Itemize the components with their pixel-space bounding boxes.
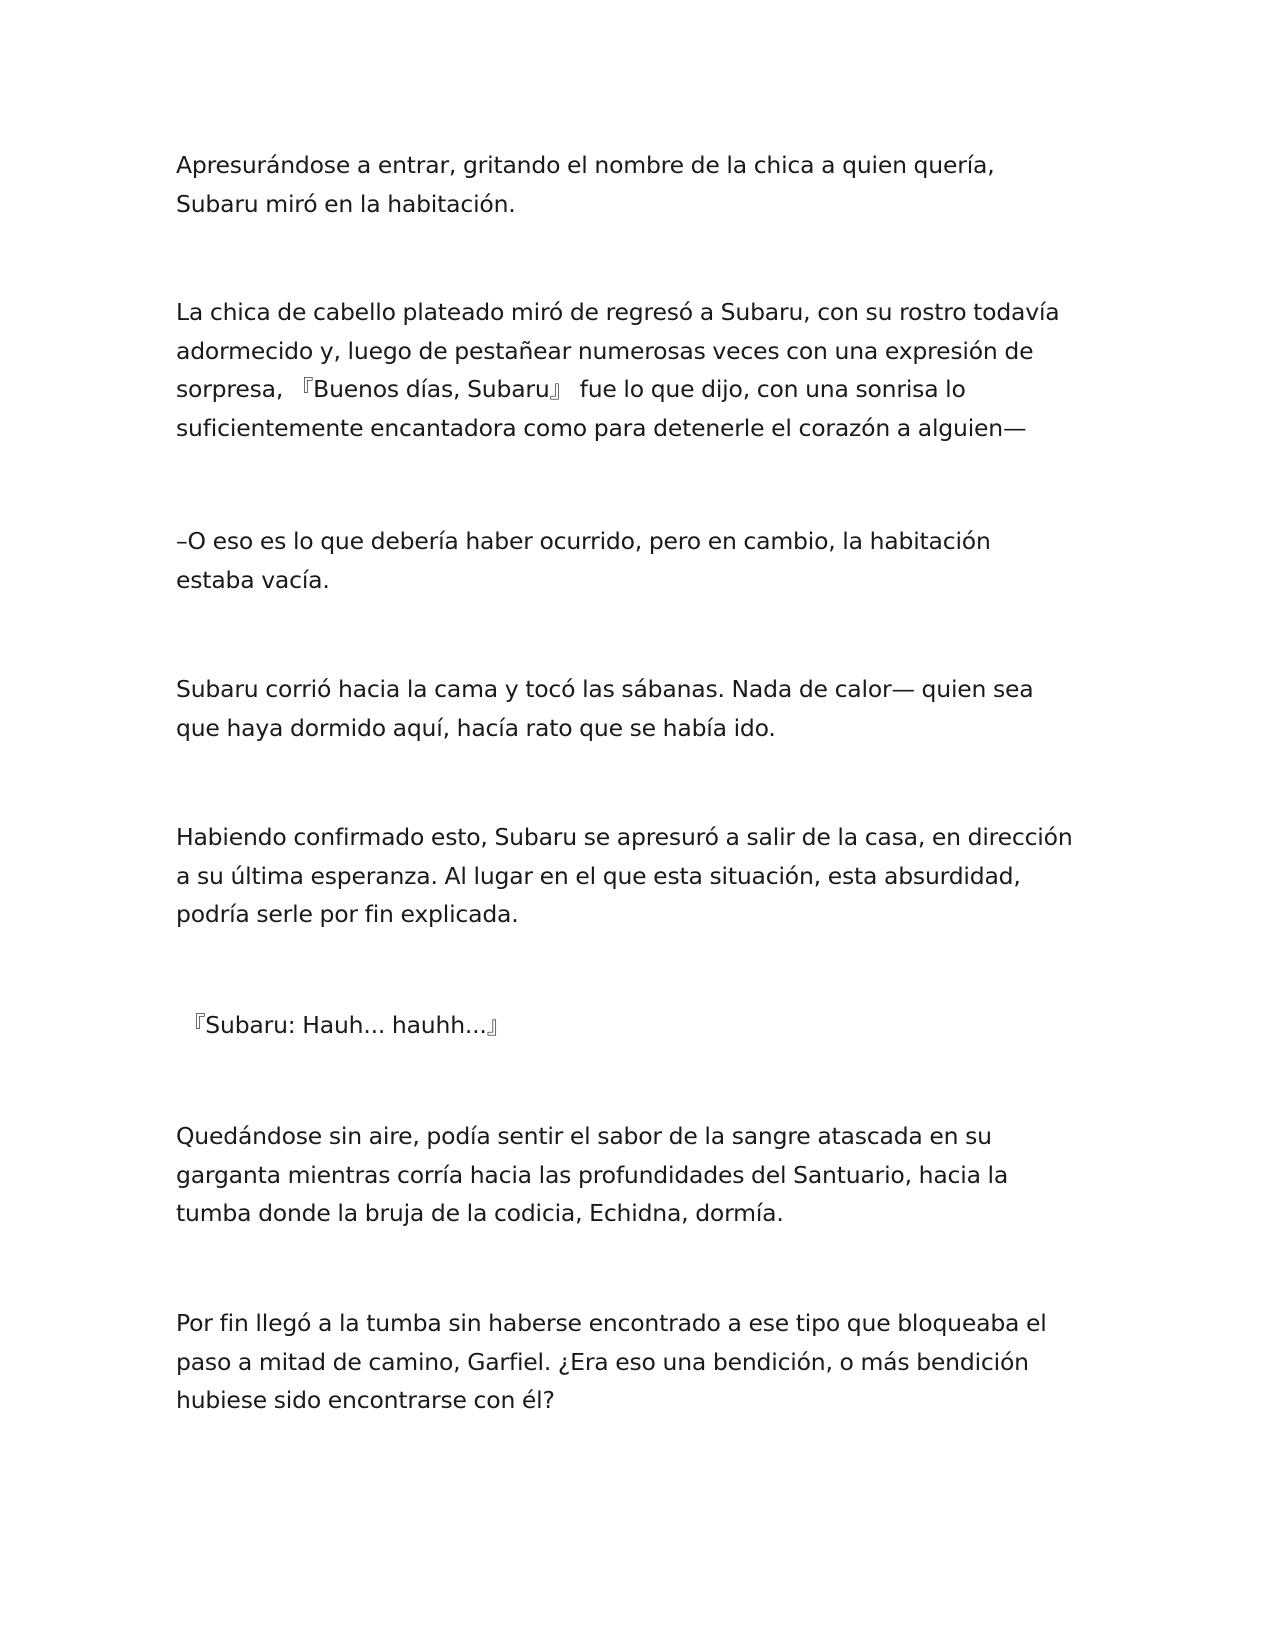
paragraph-4 (176, 670, 1106, 747)
paragraph-line: Subaru miró en la habitación. (176, 189, 516, 218)
paragraph-line: paso a mitad de camino, Garfiel. ¿Era eso una bendición, o más bendición (176, 1347, 1029, 1376)
paragraph-line: a su última esperanza. Al lugar en el que esta situación, esta absurdidad, (176, 861, 1021, 890)
paragraph-line: podría serle por fin explicada. (176, 900, 519, 928)
paragraph-5 (176, 818, 1106, 934)
paragraph-line: garganta mientras corría hacia las profundidades del Santuario, hacia la (176, 1160, 1009, 1189)
paragraph-7 (176, 1117, 1106, 1233)
paragraph-line: 『Subaru: Hauh... hauhh...』 (182, 1011, 510, 1039)
paragraph-line: La chica de cabello plateado miró de regresó a Subaru, con su rostro todavía (176, 298, 1060, 326)
paragraph-line: que haya dormido aquí, hacía rato que se había ido. (176, 713, 776, 742)
paragraph-8 (176, 1304, 1106, 1420)
paragraph-line: tumba donde la bruja de la codicia, Echidna, dormía. (176, 1199, 784, 1227)
paragraph-line: suficientemente encantadora como para detenerle el corazón a alguien— (176, 413, 1027, 442)
paragraph-line: hubiese sido encontrarse con él? (176, 1386, 555, 1414)
paragraph-line: Subaru corrió hacia la cama y tocó las sábanas. Nada de calor— quien sea (176, 675, 1034, 703)
paragraph-line: adormecido y, luego de pestañear numerosas veces con una expresión de (176, 336, 1034, 365)
dialogue-line (182, 1006, 1112, 1045)
paragraph-line: sorpresa, 『Buenos días, Subaru』 fue lo que dijo, con una sonrisa lo (176, 375, 966, 403)
paragraph-line: Habiendo confirmado esto, Subaru se apresuró a salir de la casa, en dirección (176, 823, 1073, 851)
paragraph-line: estaba vacía. (176, 565, 330, 594)
paragraph-1 (176, 146, 1106, 223)
paragraph-line: –O eso es lo que debería haber ocurrido, pero en cambio, la habitación (176, 527, 991, 555)
paragraph-line: Apresurándose a entrar, gritando el nombre de la chica a quien quería, (176, 151, 995, 179)
paragraph-line: Por fin llegó a la tumba sin haberse encontrado a ese tipo que bloqueaba el (176, 1309, 1047, 1337)
paragraph-3 (176, 522, 1106, 599)
paragraph-2 (176, 293, 1106, 447)
paragraph-line: Quedándose sin aire, podía sentir el sabor de la sangre atascada en su (176, 1122, 992, 1150)
